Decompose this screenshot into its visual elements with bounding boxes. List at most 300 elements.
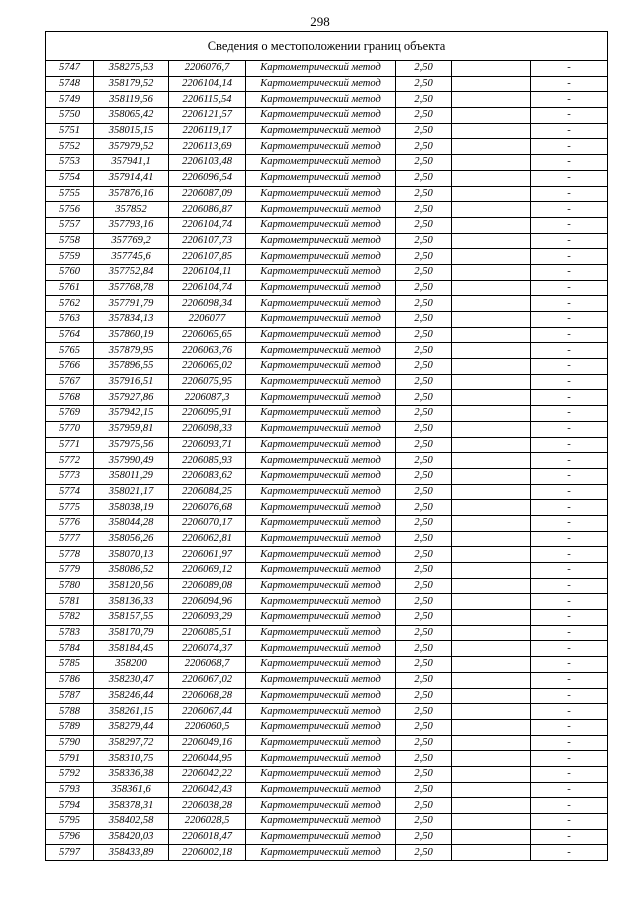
description-cell — [452, 264, 531, 280]
method-cell: Картометрический метод — [246, 139, 396, 155]
description-cell — [452, 249, 531, 265]
table-row — [46, 578, 607, 594]
description-cell — [452, 500, 531, 516]
point-number-cell: 5790 — [46, 735, 94, 751]
x-coordinate-cell: 358070,13 — [94, 547, 169, 563]
table-row — [46, 829, 607, 845]
precision-cell: 2,50 — [396, 202, 452, 218]
x-coordinate-cell: 357745,6 — [94, 249, 169, 265]
x-coordinate-cell: 358433,89 — [94, 845, 169, 860]
method-cell: Картометрический метод — [246, 327, 396, 343]
x-coordinate-cell: 358246,44 — [94, 688, 169, 704]
y-coordinate-cell: 2206044,95 — [169, 751, 246, 767]
precision-cell: 2,50 — [396, 547, 452, 563]
note-cell: - — [531, 406, 608, 422]
table-row — [46, 766, 607, 782]
precision-cell: 2,50 — [396, 500, 452, 516]
table-row — [46, 421, 607, 437]
x-coordinate-cell: 358279,44 — [94, 719, 169, 735]
note-cell: - — [531, 280, 608, 296]
method-cell: Картометрический метод — [246, 92, 396, 108]
table-row — [46, 563, 607, 579]
precision-cell: 2,50 — [396, 782, 452, 798]
note-cell: - — [531, 61, 608, 76]
precision-cell: 2,50 — [396, 798, 452, 814]
y-coordinate-cell: 2206074,37 — [169, 641, 246, 657]
precision-cell: 2,50 — [396, 578, 452, 594]
table-row — [46, 798, 607, 814]
method-cell: Картометрический метод — [246, 625, 396, 641]
note-cell: - — [531, 829, 608, 845]
y-coordinate-cell: 2206060,5 — [169, 719, 246, 735]
description-cell — [452, 343, 531, 359]
y-coordinate-cell: 2206085,93 — [169, 453, 246, 469]
method-cell: Картометрический метод — [246, 531, 396, 547]
x-coordinate-cell: 357791,79 — [94, 296, 169, 312]
y-coordinate-cell: 2206049,16 — [169, 735, 246, 751]
table-row — [46, 688, 607, 704]
table-row — [46, 751, 607, 767]
point-number-cell: 5780 — [46, 578, 94, 594]
precision-cell: 2,50 — [396, 217, 452, 233]
description-cell — [452, 688, 531, 704]
precision-cell: 2,50 — [396, 688, 452, 704]
table-row — [46, 217, 607, 233]
x-coordinate-cell: 358015,15 — [94, 123, 169, 139]
note-cell: - — [531, 453, 608, 469]
precision-cell: 2,50 — [396, 390, 452, 406]
description-cell — [452, 374, 531, 390]
precision-cell: 2,50 — [396, 766, 452, 782]
y-coordinate-cell: 2206069,12 — [169, 563, 246, 579]
y-coordinate-cell: 2206119,17 — [169, 123, 246, 139]
method-cell: Картометрический метод — [246, 296, 396, 312]
note-cell: - — [531, 484, 608, 500]
method-cell: Картометрический метод — [246, 217, 396, 233]
note-cell: - — [531, 531, 608, 547]
y-coordinate-cell: 2206094,96 — [169, 594, 246, 610]
description-cell — [452, 845, 531, 860]
method-cell: Картометрический метод — [246, 515, 396, 531]
precision-cell: 2,50 — [396, 845, 452, 860]
table-row — [46, 437, 607, 453]
x-coordinate-cell: 357942,15 — [94, 406, 169, 422]
precision-cell: 2,50 — [396, 641, 452, 657]
point-number-cell: 5750 — [46, 108, 94, 124]
table-row — [46, 735, 607, 751]
method-cell: Картометрический метод — [246, 641, 396, 657]
description-cell — [452, 76, 531, 92]
precision-cell: 2,50 — [396, 186, 452, 202]
note-cell: - — [531, 327, 608, 343]
note-cell: - — [531, 186, 608, 202]
y-coordinate-cell: 2206104,11 — [169, 264, 246, 280]
table-row — [46, 468, 607, 484]
y-coordinate-cell: 2206062,81 — [169, 531, 246, 547]
point-number-cell: 5764 — [46, 327, 94, 343]
precision-cell: 2,50 — [396, 657, 452, 673]
method-cell: Картометрический метод — [246, 264, 396, 280]
y-coordinate-cell: 2206077 — [169, 312, 246, 328]
method-cell: Картометрический метод — [246, 735, 396, 751]
point-number-cell: 5752 — [46, 139, 94, 155]
method-cell: Картометрический метод — [246, 798, 396, 814]
table-row — [46, 719, 607, 735]
point-number-cell: 5782 — [46, 610, 94, 626]
note-cell: - — [531, 594, 608, 610]
description-cell — [452, 296, 531, 312]
point-number-cell: 5771 — [46, 437, 94, 453]
table-row — [46, 484, 607, 500]
method-cell: Картометрический метод — [246, 76, 396, 92]
precision-cell: 2,50 — [396, 515, 452, 531]
y-coordinate-cell: 2206113,69 — [169, 139, 246, 155]
point-number-cell: 5785 — [46, 657, 94, 673]
description-cell — [452, 719, 531, 735]
precision-cell: 2,50 — [396, 468, 452, 484]
y-coordinate-cell: 2206002,18 — [169, 845, 246, 860]
method-cell: Картометрический метод — [246, 155, 396, 171]
precision-cell: 2,50 — [396, 563, 452, 579]
table-row — [46, 845, 607, 860]
point-number-cell: 5751 — [46, 123, 94, 139]
description-cell — [452, 484, 531, 500]
y-coordinate-cell: 2206087,09 — [169, 186, 246, 202]
y-coordinate-cell: 2206070,17 — [169, 515, 246, 531]
x-coordinate-cell: 358261,15 — [94, 704, 169, 720]
x-coordinate-cell: 358420,03 — [94, 829, 169, 845]
table-row — [46, 327, 607, 343]
x-coordinate-cell: 358336,38 — [94, 766, 169, 782]
point-number-cell: 5797 — [46, 845, 94, 860]
y-coordinate-cell: 2206067,44 — [169, 704, 246, 720]
point-number-cell: 5765 — [46, 343, 94, 359]
point-number-cell: 5774 — [46, 484, 94, 500]
method-cell: Картометрический метод — [246, 312, 396, 328]
description-cell — [452, 155, 531, 171]
note-cell: - — [531, 343, 608, 359]
method-cell: Картометрический метод — [246, 578, 396, 594]
method-cell: Картометрический метод — [246, 359, 396, 375]
method-cell: Картометрический метод — [246, 202, 396, 218]
x-coordinate-cell: 358011,29 — [94, 468, 169, 484]
point-number-cell: 5773 — [46, 468, 94, 484]
method-cell: Картометрический метод — [246, 751, 396, 767]
x-coordinate-cell: 358136,33 — [94, 594, 169, 610]
precision-cell: 2,50 — [396, 92, 452, 108]
method-cell: Картометрический метод — [246, 719, 396, 735]
x-coordinate-cell: 358056,26 — [94, 531, 169, 547]
precision-cell: 2,50 — [396, 280, 452, 296]
precision-cell: 2,50 — [396, 296, 452, 312]
note-cell: - — [531, 92, 608, 108]
method-cell: Картометрический метод — [246, 280, 396, 296]
precision-cell: 2,50 — [396, 76, 452, 92]
y-coordinate-cell: 2206095,91 — [169, 406, 246, 422]
point-number-cell: 5749 — [46, 92, 94, 108]
point-number-cell: 5756 — [46, 202, 94, 218]
y-coordinate-cell: 2206068,28 — [169, 688, 246, 704]
y-coordinate-cell: 2206042,43 — [169, 782, 246, 798]
description-cell — [452, 170, 531, 186]
boundary-table-frame — [45, 31, 608, 861]
table-row — [46, 312, 607, 328]
point-number-cell: 5769 — [46, 406, 94, 422]
table-row — [46, 359, 607, 375]
note-cell: - — [531, 249, 608, 265]
x-coordinate-cell: 357793,16 — [94, 217, 169, 233]
description-cell — [452, 139, 531, 155]
note-cell: - — [531, 625, 608, 641]
point-number-cell: 5759 — [46, 249, 94, 265]
x-coordinate-cell: 357979,52 — [94, 139, 169, 155]
method-cell: Картометрический метод — [246, 782, 396, 798]
method-cell: Картометрический метод — [246, 594, 396, 610]
method-cell: Картометрический метод — [246, 657, 396, 673]
table-row — [46, 61, 607, 76]
precision-cell: 2,50 — [396, 531, 452, 547]
x-coordinate-cell: 358402,58 — [94, 814, 169, 830]
method-cell: Картометрический метод — [246, 610, 396, 626]
method-cell: Картометрический метод — [246, 845, 396, 860]
y-coordinate-cell: 2206121,57 — [169, 108, 246, 124]
description-cell — [452, 531, 531, 547]
note-cell: - — [531, 217, 608, 233]
table-row — [46, 123, 607, 139]
table-row — [46, 641, 607, 657]
table-body — [46, 61, 607, 860]
note-cell: - — [531, 610, 608, 626]
note-cell: - — [531, 641, 608, 657]
description-cell — [452, 61, 531, 76]
note-cell: - — [531, 766, 608, 782]
table-row — [46, 249, 607, 265]
precision-cell: 2,50 — [396, 406, 452, 422]
precision-cell: 2,50 — [396, 233, 452, 249]
method-cell: Картометрический метод — [246, 170, 396, 186]
method-cell: Картометрический метод — [246, 390, 396, 406]
point-number-cell: 5768 — [46, 390, 94, 406]
precision-cell: 2,50 — [396, 61, 452, 76]
table-row — [46, 108, 607, 124]
precision-cell: 2,50 — [396, 312, 452, 328]
description-cell — [452, 406, 531, 422]
x-coordinate-cell: 358120,56 — [94, 578, 169, 594]
note-cell: - — [531, 123, 608, 139]
table-row — [46, 594, 607, 610]
point-number-cell: 5776 — [46, 515, 94, 531]
point-number-cell: 5766 — [46, 359, 94, 375]
y-coordinate-cell: 2206083,62 — [169, 468, 246, 484]
precision-cell: 2,50 — [396, 155, 452, 171]
y-coordinate-cell: 2206104,14 — [169, 76, 246, 92]
description-cell — [452, 312, 531, 328]
note-cell: - — [531, 108, 608, 124]
x-coordinate-cell: 357975,56 — [94, 437, 169, 453]
table-row — [46, 155, 607, 171]
y-coordinate-cell: 2206115,54 — [169, 92, 246, 108]
point-number-cell: 5777 — [46, 531, 94, 547]
note-cell: - — [531, 814, 608, 830]
point-number-cell: 5794 — [46, 798, 94, 814]
description-cell — [452, 641, 531, 657]
method-cell: Картометрический метод — [246, 123, 396, 139]
x-coordinate-cell: 358184,45 — [94, 641, 169, 657]
table-row — [46, 547, 607, 563]
point-number-cell: 5787 — [46, 688, 94, 704]
x-coordinate-cell: 358275,53 — [94, 61, 169, 76]
note-cell: - — [531, 264, 608, 280]
table-row — [46, 139, 607, 155]
description-cell — [452, 829, 531, 845]
note-cell: - — [531, 155, 608, 171]
precision-cell: 2,50 — [396, 735, 452, 751]
description-cell — [452, 202, 531, 218]
point-number-cell: 5793 — [46, 782, 94, 798]
precision-cell: 2,50 — [396, 672, 452, 688]
description-cell — [452, 625, 531, 641]
point-number-cell: 5755 — [46, 186, 94, 202]
x-coordinate-cell: 357990,49 — [94, 453, 169, 469]
point-number-cell: 5754 — [46, 170, 94, 186]
note-cell: - — [531, 437, 608, 453]
page-number: 298 — [310, 14, 330, 29]
note-cell: - — [531, 657, 608, 673]
note-cell: - — [531, 704, 608, 720]
table-row — [46, 610, 607, 626]
precision-cell: 2,50 — [396, 421, 452, 437]
description-cell — [452, 515, 531, 531]
description-cell — [452, 280, 531, 296]
y-coordinate-cell: 2206067,02 — [169, 672, 246, 688]
method-cell: Картометрический метод — [246, 61, 396, 76]
note-cell: - — [531, 845, 608, 860]
x-coordinate-cell: 357896,55 — [94, 359, 169, 375]
y-coordinate-cell: 2206042,22 — [169, 766, 246, 782]
precision-cell: 2,50 — [396, 249, 452, 265]
note-cell: - — [531, 359, 608, 375]
note-cell: - — [531, 390, 608, 406]
point-number-cell: 5762 — [46, 296, 94, 312]
table-row — [46, 296, 607, 312]
x-coordinate-cell: 358297,72 — [94, 735, 169, 751]
x-coordinate-cell: 358200 — [94, 657, 169, 673]
precision-cell: 2,50 — [396, 437, 452, 453]
table-row — [46, 814, 607, 830]
boundary-points-table — [46, 61, 607, 860]
description-cell — [452, 672, 531, 688]
note-cell: - — [531, 312, 608, 328]
method-cell: Картометрический метод — [246, 704, 396, 720]
x-coordinate-cell: 357876,16 — [94, 186, 169, 202]
y-coordinate-cell: 2206068,7 — [169, 657, 246, 673]
x-coordinate-cell: 358157,55 — [94, 610, 169, 626]
table-row — [46, 76, 607, 92]
method-cell: Картометрический метод — [246, 108, 396, 124]
y-coordinate-cell: 2206075,95 — [169, 374, 246, 390]
x-coordinate-cell: 358310,75 — [94, 751, 169, 767]
method-cell: Картометрический метод — [246, 421, 396, 437]
note-cell: - — [531, 421, 608, 437]
note-cell: - — [531, 233, 608, 249]
point-number-cell: 5783 — [46, 625, 94, 641]
point-number-cell: 5770 — [46, 421, 94, 437]
description-cell — [452, 186, 531, 202]
point-number-cell: 5781 — [46, 594, 94, 610]
note-cell: - — [531, 688, 608, 704]
note-cell: - — [531, 578, 608, 594]
description-cell — [452, 594, 531, 610]
table-row — [46, 343, 607, 359]
x-coordinate-cell: 358065,42 — [94, 108, 169, 124]
precision-cell: 2,50 — [396, 359, 452, 375]
y-coordinate-cell: 2206063,76 — [169, 343, 246, 359]
y-coordinate-cell: 2206065,02 — [169, 359, 246, 375]
precision-cell: 2,50 — [396, 108, 452, 124]
description-cell — [452, 563, 531, 579]
precision-cell: 2,50 — [396, 123, 452, 139]
method-cell: Картометрический метод — [246, 343, 396, 359]
x-coordinate-cell: 357768,78 — [94, 280, 169, 296]
point-number-cell: 5763 — [46, 312, 94, 328]
note-cell: - — [531, 515, 608, 531]
table-row — [46, 264, 607, 280]
method-cell: Картометрический метод — [246, 437, 396, 453]
method-cell: Картометрический метод — [246, 468, 396, 484]
description-cell — [452, 437, 531, 453]
table-row — [46, 92, 607, 108]
description-cell — [452, 233, 531, 249]
note-cell: - — [531, 374, 608, 390]
description-cell — [452, 217, 531, 233]
description-cell — [452, 123, 531, 139]
y-coordinate-cell: 2206086,87 — [169, 202, 246, 218]
description-cell — [452, 547, 531, 563]
x-coordinate-cell: 358170,79 — [94, 625, 169, 641]
table-row — [46, 672, 607, 688]
point-number-cell: 5796 — [46, 829, 94, 845]
description-cell — [452, 578, 531, 594]
y-coordinate-cell: 2206087,3 — [169, 390, 246, 406]
point-number-cell: 5772 — [46, 453, 94, 469]
description-cell — [452, 814, 531, 830]
method-cell: Картометрический метод — [246, 672, 396, 688]
x-coordinate-cell: 357927,86 — [94, 390, 169, 406]
point-number-cell: 5753 — [46, 155, 94, 171]
table-row — [46, 233, 607, 249]
x-coordinate-cell: 357941,1 — [94, 155, 169, 171]
y-coordinate-cell: 2206018,47 — [169, 829, 246, 845]
y-coordinate-cell: 2206076,7 — [169, 61, 246, 76]
table-row — [46, 202, 607, 218]
description-cell — [452, 421, 531, 437]
description-cell — [452, 610, 531, 626]
precision-cell: 2,50 — [396, 594, 452, 610]
y-coordinate-cell: 2206098,34 — [169, 296, 246, 312]
point-number-cell: 5779 — [46, 563, 94, 579]
precision-cell: 2,50 — [396, 625, 452, 641]
x-coordinate-cell: 358038,19 — [94, 500, 169, 516]
note-cell: - — [531, 782, 608, 798]
table-row — [46, 374, 607, 390]
point-number-cell: 5795 — [46, 814, 94, 830]
y-coordinate-cell: 2206104,74 — [169, 280, 246, 296]
y-coordinate-cell: 2206103,48 — [169, 155, 246, 171]
description-cell — [452, 766, 531, 782]
method-cell: Картометрический метод — [246, 374, 396, 390]
point-number-cell: 5760 — [46, 264, 94, 280]
description-cell — [452, 92, 531, 108]
